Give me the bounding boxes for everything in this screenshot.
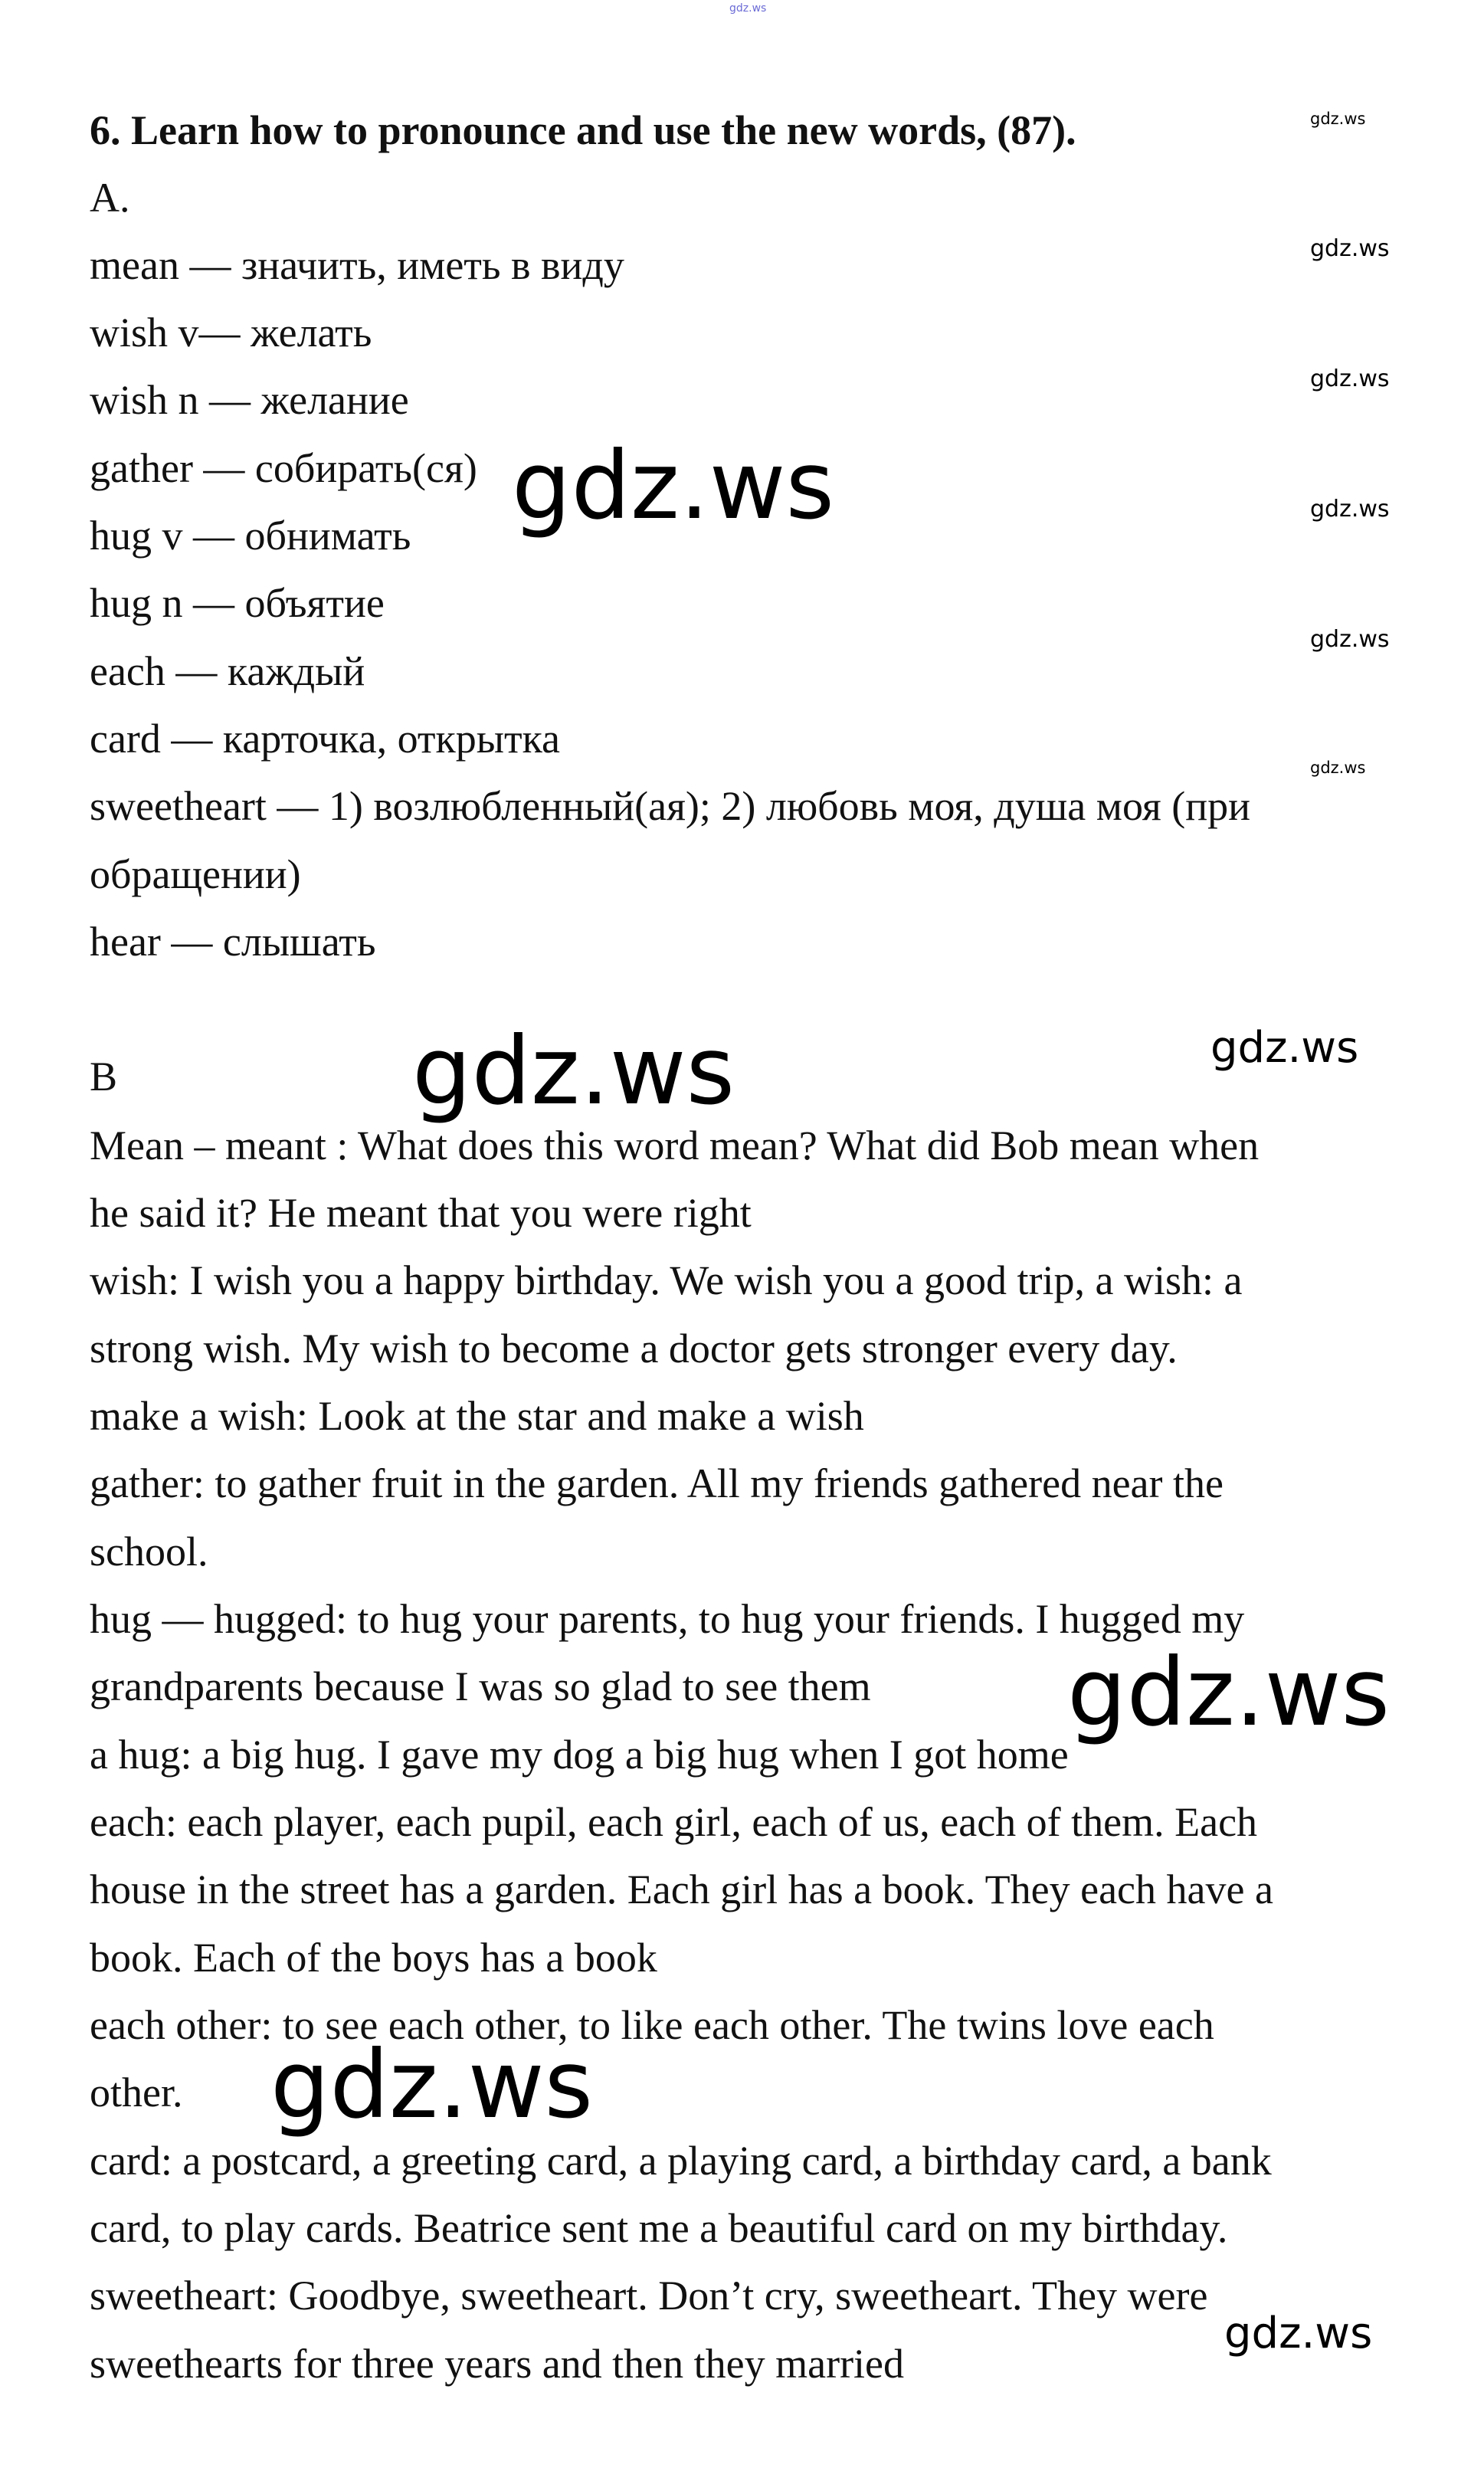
vocab-line: each — каждый xyxy=(90,648,365,694)
usage-line: strong wish. My wish to become a doctor gets stronger every day. xyxy=(90,1326,1178,1372)
vocab-line: обращении) xyxy=(90,851,301,897)
vocab-line: card — карточка, открытка xyxy=(90,716,561,762)
usage-line: make a wish: Look at the star and make a wish xyxy=(90,1393,864,1439)
usage-line: a hug: a big hug. I gave my dog a big hug when I got home xyxy=(90,1732,1069,1778)
section-a-label: A. xyxy=(90,175,130,221)
watermark-large: gdz.ws xyxy=(1067,1638,1391,1747)
watermark-side: gdz.ws xyxy=(1310,496,1390,523)
usage-line: he said it? He meant that you were right xyxy=(90,1190,752,1236)
usage-line: each other: to see each other, to like each other. The twins love each xyxy=(90,2002,1214,2048)
usage-line: each: each player, each pupil, each girl, each of us, each of them. Each xyxy=(90,1799,1258,1845)
vocab-line: wish v— желать xyxy=(90,310,372,356)
usage-line: sweethearts for three years and then they married xyxy=(90,2341,905,2387)
vocab-line: hear — слышать xyxy=(90,919,376,965)
watermark-side: gdz.ws xyxy=(1310,626,1390,653)
watermark-large: gdz.ws xyxy=(270,2030,594,2139)
usage-line: hug — hugged: to hug your parents, to hug your friends. I hugged my xyxy=(90,1596,1245,1642)
section-b-label: B xyxy=(90,1054,118,1099)
usage-line: book. Each of the boys has a book xyxy=(90,1935,657,1981)
watermark-medium: gdz.ws xyxy=(1224,2309,1373,2358)
usage-line: school. xyxy=(90,1529,208,1575)
watermark-top: gdz.ws xyxy=(729,2,767,15)
vocab-line: mean — значить, иметь в виду xyxy=(90,242,624,288)
vocab-line: sweetheart — 1) возлюбленный(ая); 2) любовь моя, душа моя (при xyxy=(90,783,1251,829)
vocab-line: hug n — объятие xyxy=(90,580,385,626)
vocab-line: hug v — обнимать xyxy=(90,513,411,559)
usage-line: gather: to gather fruit in the garden. All my friends gathered near the xyxy=(90,1460,1224,1506)
watermark-large: gdz.ws xyxy=(412,1017,735,1126)
usage-line: grandparents because I was so glad to see them xyxy=(90,1663,871,1709)
usage-line: house in the street has a garden. Each girl has a book. They each have a xyxy=(90,1866,1273,1912)
usage-line: sweetheart: Goodbye, sweetheart. Don’t cry, sweetheart. They were xyxy=(90,2273,1208,2319)
usage-line: Mean – meant : What does this word mean? What did Bob mean when xyxy=(90,1122,1260,1168)
watermark-side: gdz.ws xyxy=(1310,110,1366,128)
watermark-large: gdz.ws xyxy=(512,431,835,540)
usage-line: card: a postcard, a greeting card, a playing card, a birthday card, a bank xyxy=(90,2138,1272,2184)
usage-line: other. xyxy=(90,2070,183,2115)
watermark-medium: gdz.ws xyxy=(1210,1023,1359,1073)
watermark-side: gdz.ws xyxy=(1310,365,1390,392)
watermark-side: gdz.ws xyxy=(1310,235,1390,262)
vocab-line: gather — собирать(ся) xyxy=(90,445,477,491)
exercise-heading: 6. Learn how to pronounce and use the new words, (87). xyxy=(90,107,1076,153)
vocab-line: wish n — желание xyxy=(90,377,409,423)
watermark-side: gdz.ws xyxy=(1310,759,1366,777)
usage-line: wish: I wish you a happy birthday. We wish you a good trip, a wish: a xyxy=(90,1257,1243,1303)
usage-line: card, to play cards. Beatrice sent me a beautiful card on my birthday. xyxy=(90,2205,1228,2251)
